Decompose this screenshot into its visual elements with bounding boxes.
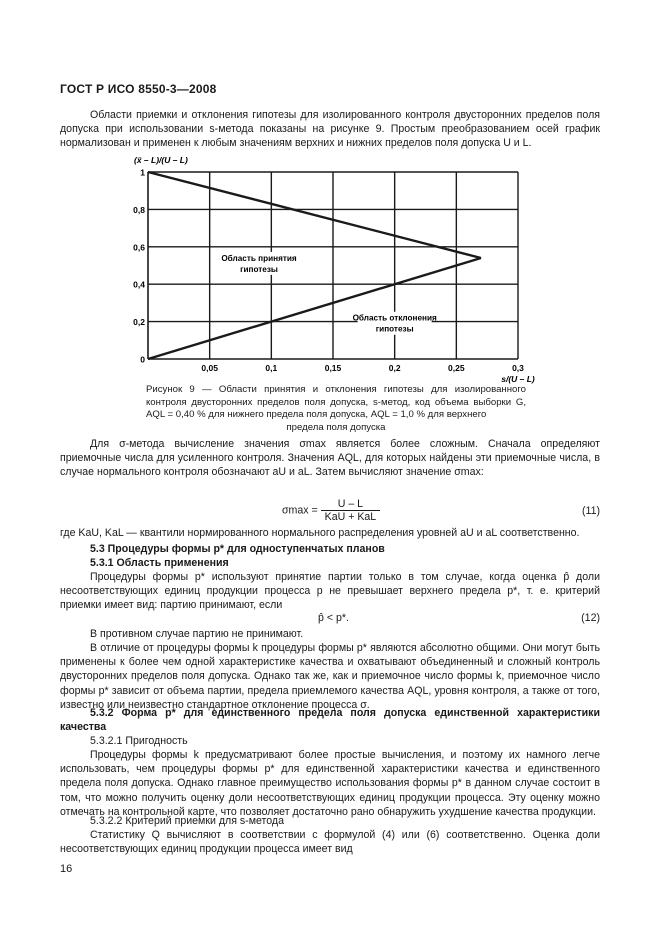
- series-line-2: [148, 258, 481, 359]
- x-tick-label: 0,15: [324, 363, 342, 373]
- annotation-label: гипотезы: [240, 264, 278, 274]
- formula-11-number: (11): [581, 505, 600, 517]
- intro-paragraph: Области приемки и отклонения гипотезы для изолированного контроля двусторонних пределов поля допуска при использовании s-метода показаны на рисунке 9. Простым преобразованием осей график нормализован и применен к любым значениям верхних и нижних пределов поля допуска U и L.: [60, 109, 600, 150]
- x-axis-title: s/(U – L): [501, 374, 535, 384]
- x-tick-label: 0,05: [201, 363, 218, 373]
- formula-11: [60, 498, 600, 528]
- annotation-label: Область отклонения: [352, 313, 437, 323]
- formula-11-fraction: [321, 498, 381, 523]
- y-tick-label: 0: [140, 354, 145, 365]
- y-tick-label: 0,6: [133, 242, 145, 253]
- annotation-label: гипотезы: [375, 324, 414, 334]
- difference-paragraph: В отличие от процедуры формы k процедуры формы p* являются абсолютно общими. Они могут быть применены к более чем одной характеристике качества и охватывают объединенный и сложный контроль двусторонних пределов поля допуска. Однако так же, как и приемочное число формы k, приемочное число формы p* зависит от объема партии, предела приемлемого качества AQL, уровня контроля, а также от того, известно или неизвестно стандартное отклонение процесса σ.: [60, 642, 600, 711]
- chart-labels: [133, 155, 535, 384]
- x-tick-label: 0,2: [388, 363, 401, 373]
- caption-text: Рисунок 9 — Области принятия и отклонения гипотезы для изолированного контроля двусторонних пределов поля допуска, s-метод, код объема выборки G, AQL = 0,40 % для нижнего предела поля допуска, AQL = 1,0 % для верхнего: [146, 384, 526, 421]
- formula-12-expression: p̂ < p*.: [318, 612, 349, 624]
- y-tick-label: 0,8: [133, 204, 145, 215]
- section-5-3-2-1-title: 5.3.2.1 Пригодность: [90, 735, 188, 747]
- y-axis-title: (x̄ – L)/(U – L): [134, 155, 188, 165]
- formula-11-lhs: σmax =: [282, 504, 318, 517]
- series-line-1: [148, 172, 481, 258]
- section-5-3-1-text: Процедуры формы p* используют принятие партии только в том случае, когда оценка p̂ доли несоответствующих единиц продукции процесса p не превышает верхнего предела p*, т. е. критерий приемки имеет вид: партию принимают, если: [60, 571, 600, 612]
- section-5-3-2-2-title: 5.3.2.2 Критерий приемки для s-метода: [90, 815, 284, 827]
- where-paragraph: где KaU, KaL — квантили нормированного нормального распределения уровней aU и aL соответственно.: [60, 527, 580, 539]
- sigma-method-paragraph: Для σ-метода вычисление значения σmax является более сложным. Сначала определяют приемочные числа для усиленного контроля. Значения AQL, для которых найдены эти приемочные числа, в случае нормального контроля обозначают aU и aL. Затем вычисляют значение σmax:: [60, 438, 600, 479]
- section-5-3-2-title: 5.3.2 Форма p* для единственного предела поля допуска единственной характеристики качества: [60, 707, 600, 734]
- figure-caption: [146, 384, 526, 434]
- section-5-3-2-2-text: Статистику Q вычисляют в соответствии с формулой (4) или (6) соответственно. Оценка доли несоответствующих единиц продукции процесса имеет вид: [60, 829, 600, 856]
- caption-last-line: предела поля допуска: [286, 421, 386, 433]
- document-header: ГОСТ Р ИСО 8550-3—2008: [60, 82, 217, 96]
- formula-12-number: (12): [581, 612, 600, 624]
- section-5-3-2-1-text: Процедуры формы k предусматривают более простые вычисления, и поэтому их намного легче использовать, чем процедуры формы p* для единственной характеристики качества и единственного предела поля допуска. Однако главное преимущество использования формы p* в данном случае состоит в том, что можно получить оценку доли несоответствующих единиц продукции процесса. Эту оценку можно отмечать на контрольной карте, что позволяет достаточно рано обнаружить ухудшение качества продукции.: [60, 749, 600, 818]
- formula-11-numerator: U – L: [321, 498, 381, 511]
- annotation-label: Область принятия: [221, 253, 297, 263]
- x-tick-label: 0,1: [265, 363, 278, 373]
- reject-paragraph: В противном случае партию не принимают.: [90, 628, 304, 640]
- chart-grid: [148, 172, 518, 359]
- y-tick-label: 0,4: [133, 279, 145, 290]
- y-tick-label: 0,2: [133, 317, 145, 328]
- formula-11-denominator: KaU + KaL: [324, 511, 377, 523]
- section-5-3-title: 5.3 Процедуры формы p* для одноступенчатых планов: [90, 543, 385, 555]
- section-5-3-1-title: 5.3.1 Область применения: [90, 557, 229, 569]
- figure-9-chart: [60, 150, 540, 386]
- x-tick-label: 0,25: [448, 363, 465, 373]
- y-tick-label: 1: [140, 167, 145, 178]
- x-tick-label: 0,3: [512, 363, 524, 373]
- page-number: 16: [60, 863, 73, 875]
